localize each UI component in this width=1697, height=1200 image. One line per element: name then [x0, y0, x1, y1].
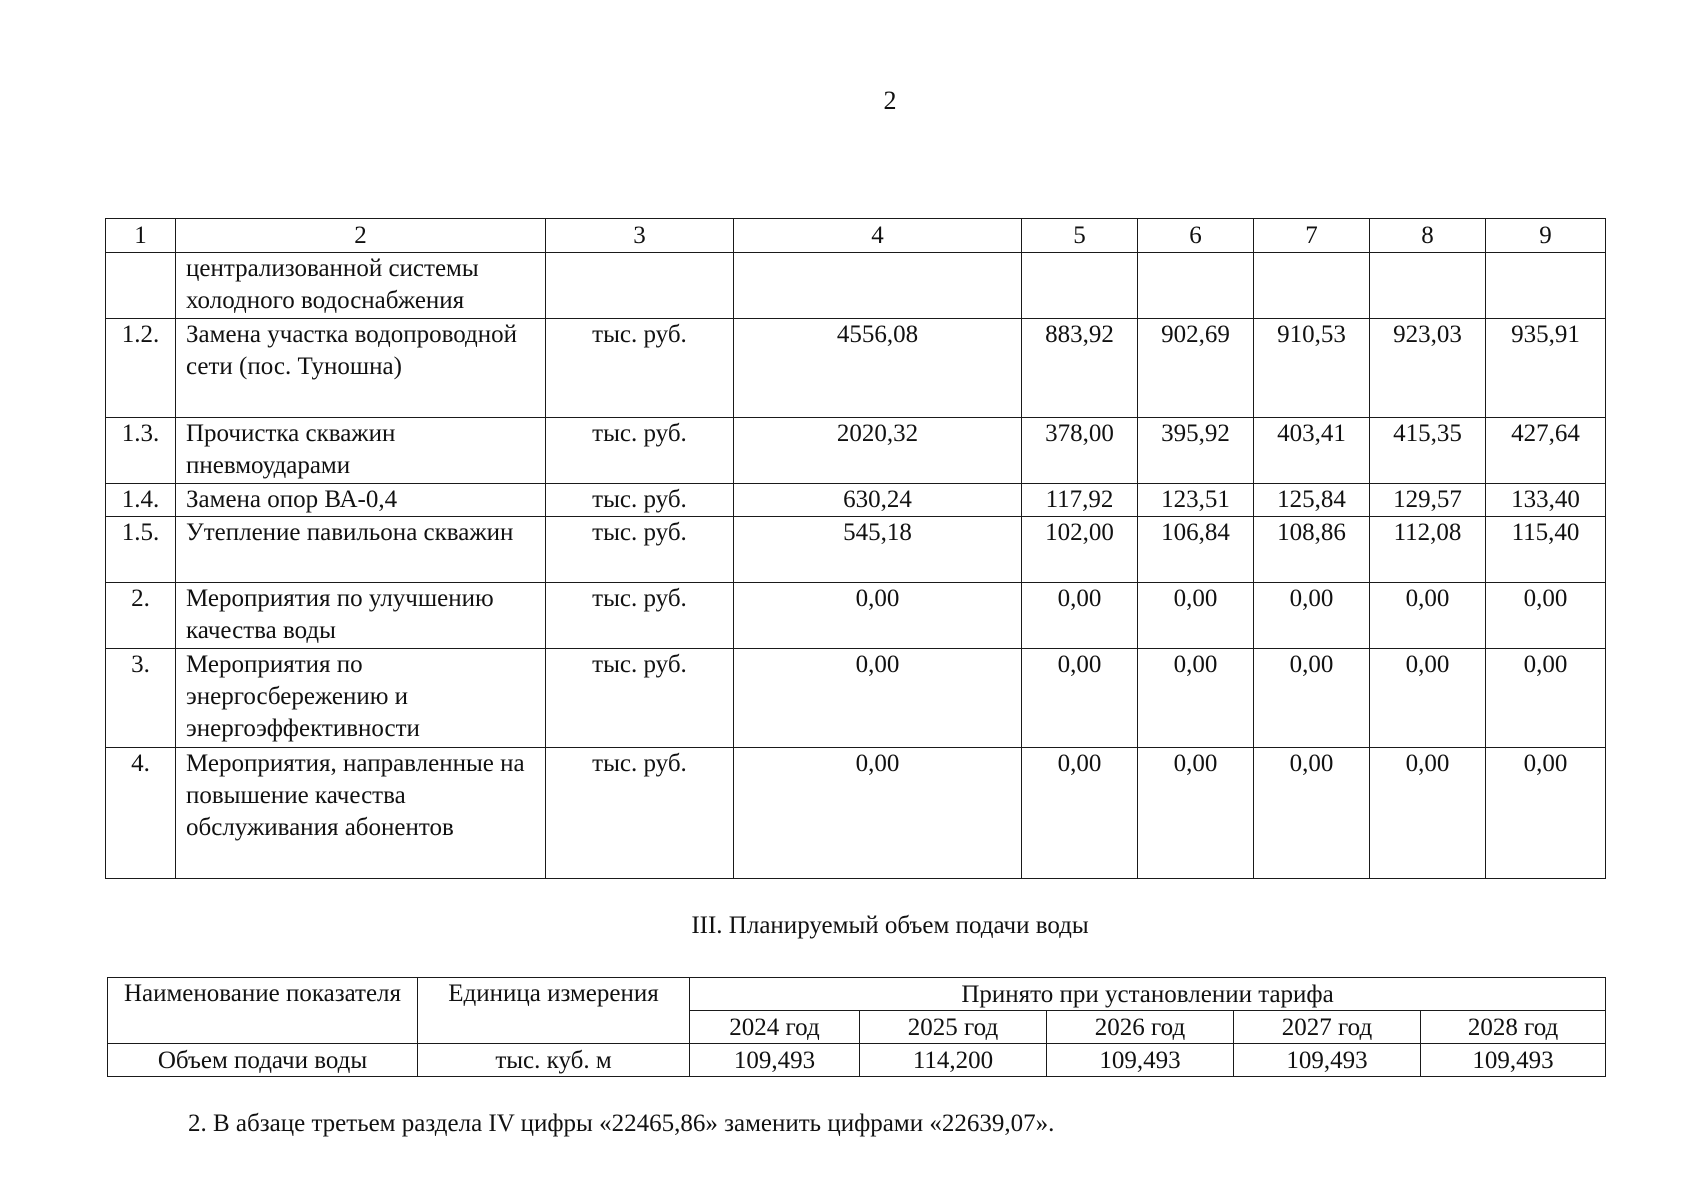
row-value: 125,84: [1254, 484, 1370, 517]
row-value: 109,493: [1234, 1044, 1421, 1077]
row-value: 0,00: [1486, 583, 1606, 649]
table-header-row: [108, 978, 1606, 1011]
row-value: 0,00: [1138, 583, 1254, 649]
page-number: 2: [883, 86, 897, 115]
row-number: 1.5.: [106, 517, 176, 583]
header-cell: 2: [176, 219, 546, 253]
row-value: 415,35: [1370, 418, 1486, 484]
row-unit: тыс. руб.: [546, 319, 734, 418]
row-name: Мероприятия, направленные на повышение качества обслуживания абонентов: [176, 748, 546, 879]
row-value: 0,00: [1022, 583, 1138, 649]
row-value: 106,84: [1138, 517, 1254, 583]
header-cell: 1: [106, 219, 176, 253]
row-value: 378,00: [1022, 418, 1138, 484]
row-name: Замена опор ВА-0,4: [176, 484, 546, 517]
header-year: 2026 год: [1047, 1011, 1234, 1044]
row-name: Мероприятия по энергосбережению и энергоэффективности: [176, 649, 546, 748]
table-row: [106, 484, 1606, 517]
row-value: 123,51: [1138, 484, 1254, 517]
row-unit: тыс. куб. м: [418, 1044, 690, 1077]
row-value: 427,64: [1486, 418, 1606, 484]
table-row: [106, 517, 1606, 583]
header-year: 2027 год: [1234, 1011, 1421, 1044]
table-row: [106, 583, 1606, 649]
header-cell: 9: [1486, 219, 1606, 253]
row-value: 117,92: [1022, 484, 1138, 517]
row-value: [1138, 253, 1254, 319]
row-value: 112,08: [1370, 517, 1486, 583]
row-value: 902,69: [1138, 319, 1254, 418]
row-value: 102,00: [1022, 517, 1138, 583]
table-row: [106, 649, 1606, 748]
row-unit: тыс. руб.: [546, 484, 734, 517]
row-total: [734, 253, 1022, 319]
row-value: 129,57: [1370, 484, 1486, 517]
header-cell: 3: [546, 219, 734, 253]
water-supply-volume-table: [107, 977, 1606, 1077]
row-name: централизованной системы холодного водоснабжения: [176, 253, 546, 319]
header-cell: 6: [1138, 219, 1254, 253]
row-value: 0,00: [1370, 748, 1486, 879]
row-total: 4556,08: [734, 319, 1022, 418]
row-value: 0,00: [1254, 649, 1370, 748]
row-value: 0,00: [1022, 748, 1138, 879]
table-row: [106, 253, 1606, 319]
row-value: 0,00: [1138, 748, 1254, 879]
row-name: Замена участка водопроводной сети (пос. Туношна): [176, 319, 546, 418]
row-name: Прочистка скважин пневмоударами: [176, 418, 546, 484]
header-year: 2028 год: [1421, 1011, 1606, 1044]
row-value: 923,03: [1370, 319, 1486, 418]
row-unit: тыс. руб.: [546, 649, 734, 748]
row-value: 0,00: [1486, 748, 1606, 879]
row-value: [1254, 253, 1370, 319]
header-cell: 4: [734, 219, 1022, 253]
row-number: 3.: [106, 649, 176, 748]
row-value: [1370, 253, 1486, 319]
row-value: 133,40: [1486, 484, 1606, 517]
header-cell: 5: [1022, 219, 1138, 253]
table-header-row: [106, 219, 1606, 253]
row-value: 403,41: [1254, 418, 1370, 484]
row-name: Мероприятия по улучшению качества воды: [176, 583, 546, 649]
row-total: 0,00: [734, 649, 1022, 748]
row-value: [1022, 253, 1138, 319]
row-value: 115,40: [1486, 517, 1606, 583]
header-indicator-name: Наименование показателя: [108, 978, 418, 1044]
row-total: 545,18: [734, 517, 1022, 583]
row-unit: [546, 253, 734, 319]
header-tariff-group: Принято при установлении тарифа: [690, 978, 1606, 1011]
table-row: [108, 1044, 1606, 1077]
row-unit: тыс. руб.: [546, 583, 734, 649]
row-value: 935,91: [1486, 319, 1606, 418]
row-total: 0,00: [734, 748, 1022, 879]
row-number: [106, 253, 176, 319]
header-year: 2025 год: [860, 1011, 1047, 1044]
row-value: 0,00: [1254, 748, 1370, 879]
header-unit: Единица измерения: [418, 978, 690, 1044]
row-value: 0,00: [1486, 649, 1606, 748]
table-row: [106, 319, 1606, 418]
row-unit: тыс. руб.: [546, 517, 734, 583]
table-row: [106, 418, 1606, 484]
row-number: 1.2.: [106, 319, 176, 418]
row-number: 1.4.: [106, 484, 176, 517]
row-value: 109,493: [690, 1044, 860, 1077]
row-number: 4.: [106, 748, 176, 879]
row-value: 910,53: [1254, 319, 1370, 418]
row-value: 109,493: [1421, 1044, 1606, 1077]
row-unit: тыс. руб.: [546, 748, 734, 879]
row-number: 1.3.: [106, 418, 176, 484]
row-value: 109,493: [1047, 1044, 1234, 1077]
row-value: [1486, 253, 1606, 319]
row-value: 0,00: [1370, 649, 1486, 748]
row-name: Утепление павильона скважин: [176, 517, 546, 583]
row-number: 2.: [106, 583, 176, 649]
row-total: 630,24: [734, 484, 1022, 517]
row-value: 114,200: [860, 1044, 1047, 1077]
header-cell: 7: [1254, 219, 1370, 253]
row-total: 2020,32: [734, 418, 1022, 484]
row-name: Объем подачи воды: [108, 1044, 418, 1077]
row-total: 0,00: [734, 583, 1022, 649]
row-value: 883,92: [1022, 319, 1138, 418]
investment-measures-table: [105, 218, 1606, 879]
row-value: 108,86: [1254, 517, 1370, 583]
table-row: [106, 748, 1606, 879]
section-title: III. Планируемый объем подачи воды: [691, 912, 1089, 939]
header-cell: 8: [1370, 219, 1486, 253]
row-value: 0,00: [1022, 649, 1138, 748]
amendment-paragraph: 2. В абзаце третьем раздела IV цифры «22465,86» заменить цифрами «22639,07».: [188, 1110, 1055, 1137]
header-year: 2024 год: [690, 1011, 860, 1044]
row-value: 0,00: [1254, 583, 1370, 649]
row-value: 0,00: [1138, 649, 1254, 748]
row-value: 0,00: [1370, 583, 1486, 649]
row-unit: тыс. руб.: [546, 418, 734, 484]
row-value: 395,92: [1138, 418, 1254, 484]
